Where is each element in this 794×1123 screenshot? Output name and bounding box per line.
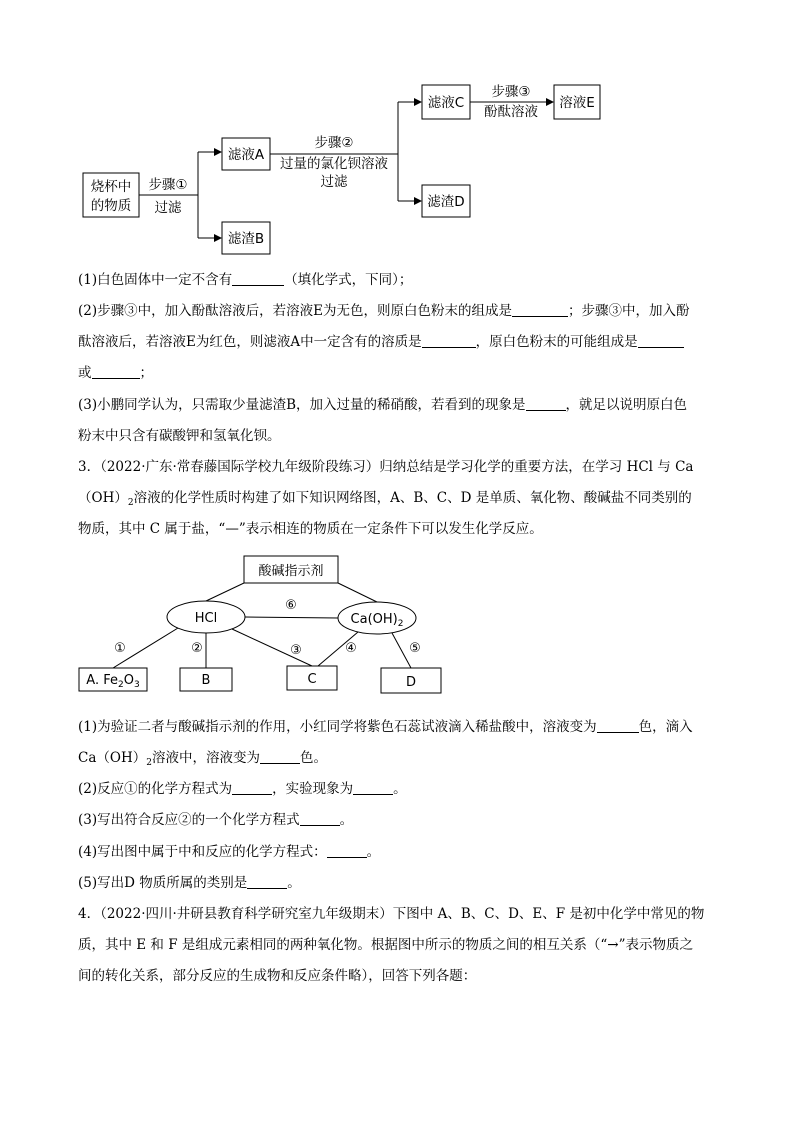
- q3-part1-line1: (1)为验证二者与酸碱指示剂的作用，小红同学将紫色石蕊试液滴入稀盐酸中，溶液变为 色，滴入: [78, 719, 693, 735]
- reaction-4-label: ④: [345, 641, 357, 656]
- reaction-3-label: ③: [290, 643, 302, 658]
- caoh2-label: $Ca(OH)_2$: [350, 612, 404, 629]
- reaction-2-label: ②: [191, 641, 203, 656]
- filtrate-c-label: 滤液C: [427, 95, 465, 111]
- q3-part5: (5)写出D 物质所属的类别是 。: [78, 875, 301, 891]
- residue-b-label: 滤渣B: [227, 231, 265, 247]
- answer-blank[interactable]: [512, 302, 568, 317]
- q2-part1: (1)白色固体中一定不含有 （填化学式，下同）；: [78, 272, 413, 288]
- answer-blank[interactable]: [597, 718, 639, 733]
- q2-part2-line1: (2)步骤③中，加入酚酞溶液后，若溶液E为无色，则原白色粉末的组成是 ；步骤③中，加入酚: [78, 303, 690, 319]
- separation-flowchart: [0, 0, 794, 260]
- q2-part2-line3: 或 ；: [78, 365, 153, 381]
- answer-blank[interactable]: [422, 333, 476, 348]
- q4-intro-line3: 间的转化关系，部分反应的生成物和反应条件略），回答下列各题：: [78, 968, 477, 984]
- reaction-1-label: ①: [114, 641, 126, 656]
- hcl-label: HCl: [194, 611, 218, 626]
- answer-blank[interactable]: [92, 364, 140, 379]
- answer-blank[interactable]: [526, 396, 566, 411]
- q3-intro-line3: 物质，其中 C 属于盐，“—”表示相连的物质在一定条件下可以发生化学反应。: [78, 521, 543, 537]
- answer-blank[interactable]: [260, 749, 300, 764]
- answer-blank[interactable]: [353, 780, 393, 795]
- step2-reagent-label: 过量的氯化钡溶液: [280, 156, 388, 172]
- q3-intro-line2: $(OH)_2$溶液的化学性质时构建了如下知识网络图，A、B、C、D 是单质、氧化物、酸碱盐不同类别的: [78, 490, 692, 508]
- box-a-label: A. $Fe_2O_3$: [86, 673, 140, 690]
- q3-intro-line1: 3．（2022·广东·常春藤国际学校九年级阶段练习）归纳总结是学习化学的重要方法，在学习 HCl 与 Ca: [78, 459, 694, 475]
- q4-intro-line1: 4．（2022·四川·井研县教育科学研究室九年级期末）下图中 A、B、C、D、E、F 是初中化学中常见的物: [78, 906, 705, 922]
- q2-part3-line1: (3)小鹏同学认为，只需取少量滤渣B，加入过量的稀硝酸，若看到的现象是 ，就足以说明原白色: [78, 397, 688, 413]
- step1-label: 步骤①: [148, 177, 188, 193]
- q2-part3-line2: 粉末中只含有碳酸钾和氢氧化钡。: [78, 428, 281, 444]
- q3-part4: (4)写出图中属于中和反应的化学方程式： 。: [78, 844, 381, 860]
- step1-sub-label: 过滤: [154, 200, 182, 216]
- filtrate-a-label: 滤液A: [227, 147, 265, 163]
- start-label-line1: 烧杯中: [90, 179, 132, 195]
- box-d-label: D: [405, 675, 417, 690]
- q3-part3: (3)写出符合反应②的一个化学方程式 。: [78, 812, 354, 828]
- indicator-label: 酸碱指示剂: [258, 564, 324, 579]
- answer-blank[interactable]: [327, 843, 367, 858]
- reaction-5-label: ⑤: [409, 641, 421, 656]
- q3-part2: (2)反应①的化学方程式为 ，实验现象为 。: [78, 781, 407, 797]
- answer-blank[interactable]: [232, 780, 272, 795]
- solution-e-label: 溶液E: [559, 95, 595, 111]
- step3-reagent-label: 酚酞溶液: [484, 104, 538, 120]
- q4-intro-line2: 质，其中 E 和 F 是组成元素相同的两种氧化物。根据图中所示的物质之间的相互关系（“→”表示物质之: [78, 937, 694, 953]
- reaction-6-label: ⑥: [285, 598, 297, 613]
- knowledge-network-diagram: [0, 548, 794, 698]
- residue-d-label: 滤渣D: [427, 194, 465, 210]
- step2-sub-label: 过滤: [320, 174, 348, 190]
- step2-label: 步骤②: [314, 135, 354, 151]
- start-label-line2: 的物质: [90, 198, 132, 214]
- box-b-label: B: [201, 673, 211, 688]
- answer-blank[interactable]: [638, 333, 684, 348]
- answer-blank[interactable]: [247, 874, 287, 889]
- box-c-label: C: [307, 672, 317, 687]
- q3-part1-line2: $Ca(OH)_2$溶液中，溶液变为 色。: [78, 750, 327, 768]
- q2-part2-line2: 酞溶液后，若溶液E为红色，则滤液A中一定含有的溶质是 ，原白色粉末的可能组成是: [78, 332, 728, 352]
- answer-blank[interactable]: [232, 271, 284, 286]
- answer-blank[interactable]: [300, 811, 340, 826]
- step3-label: 步骤③: [491, 84, 531, 100]
